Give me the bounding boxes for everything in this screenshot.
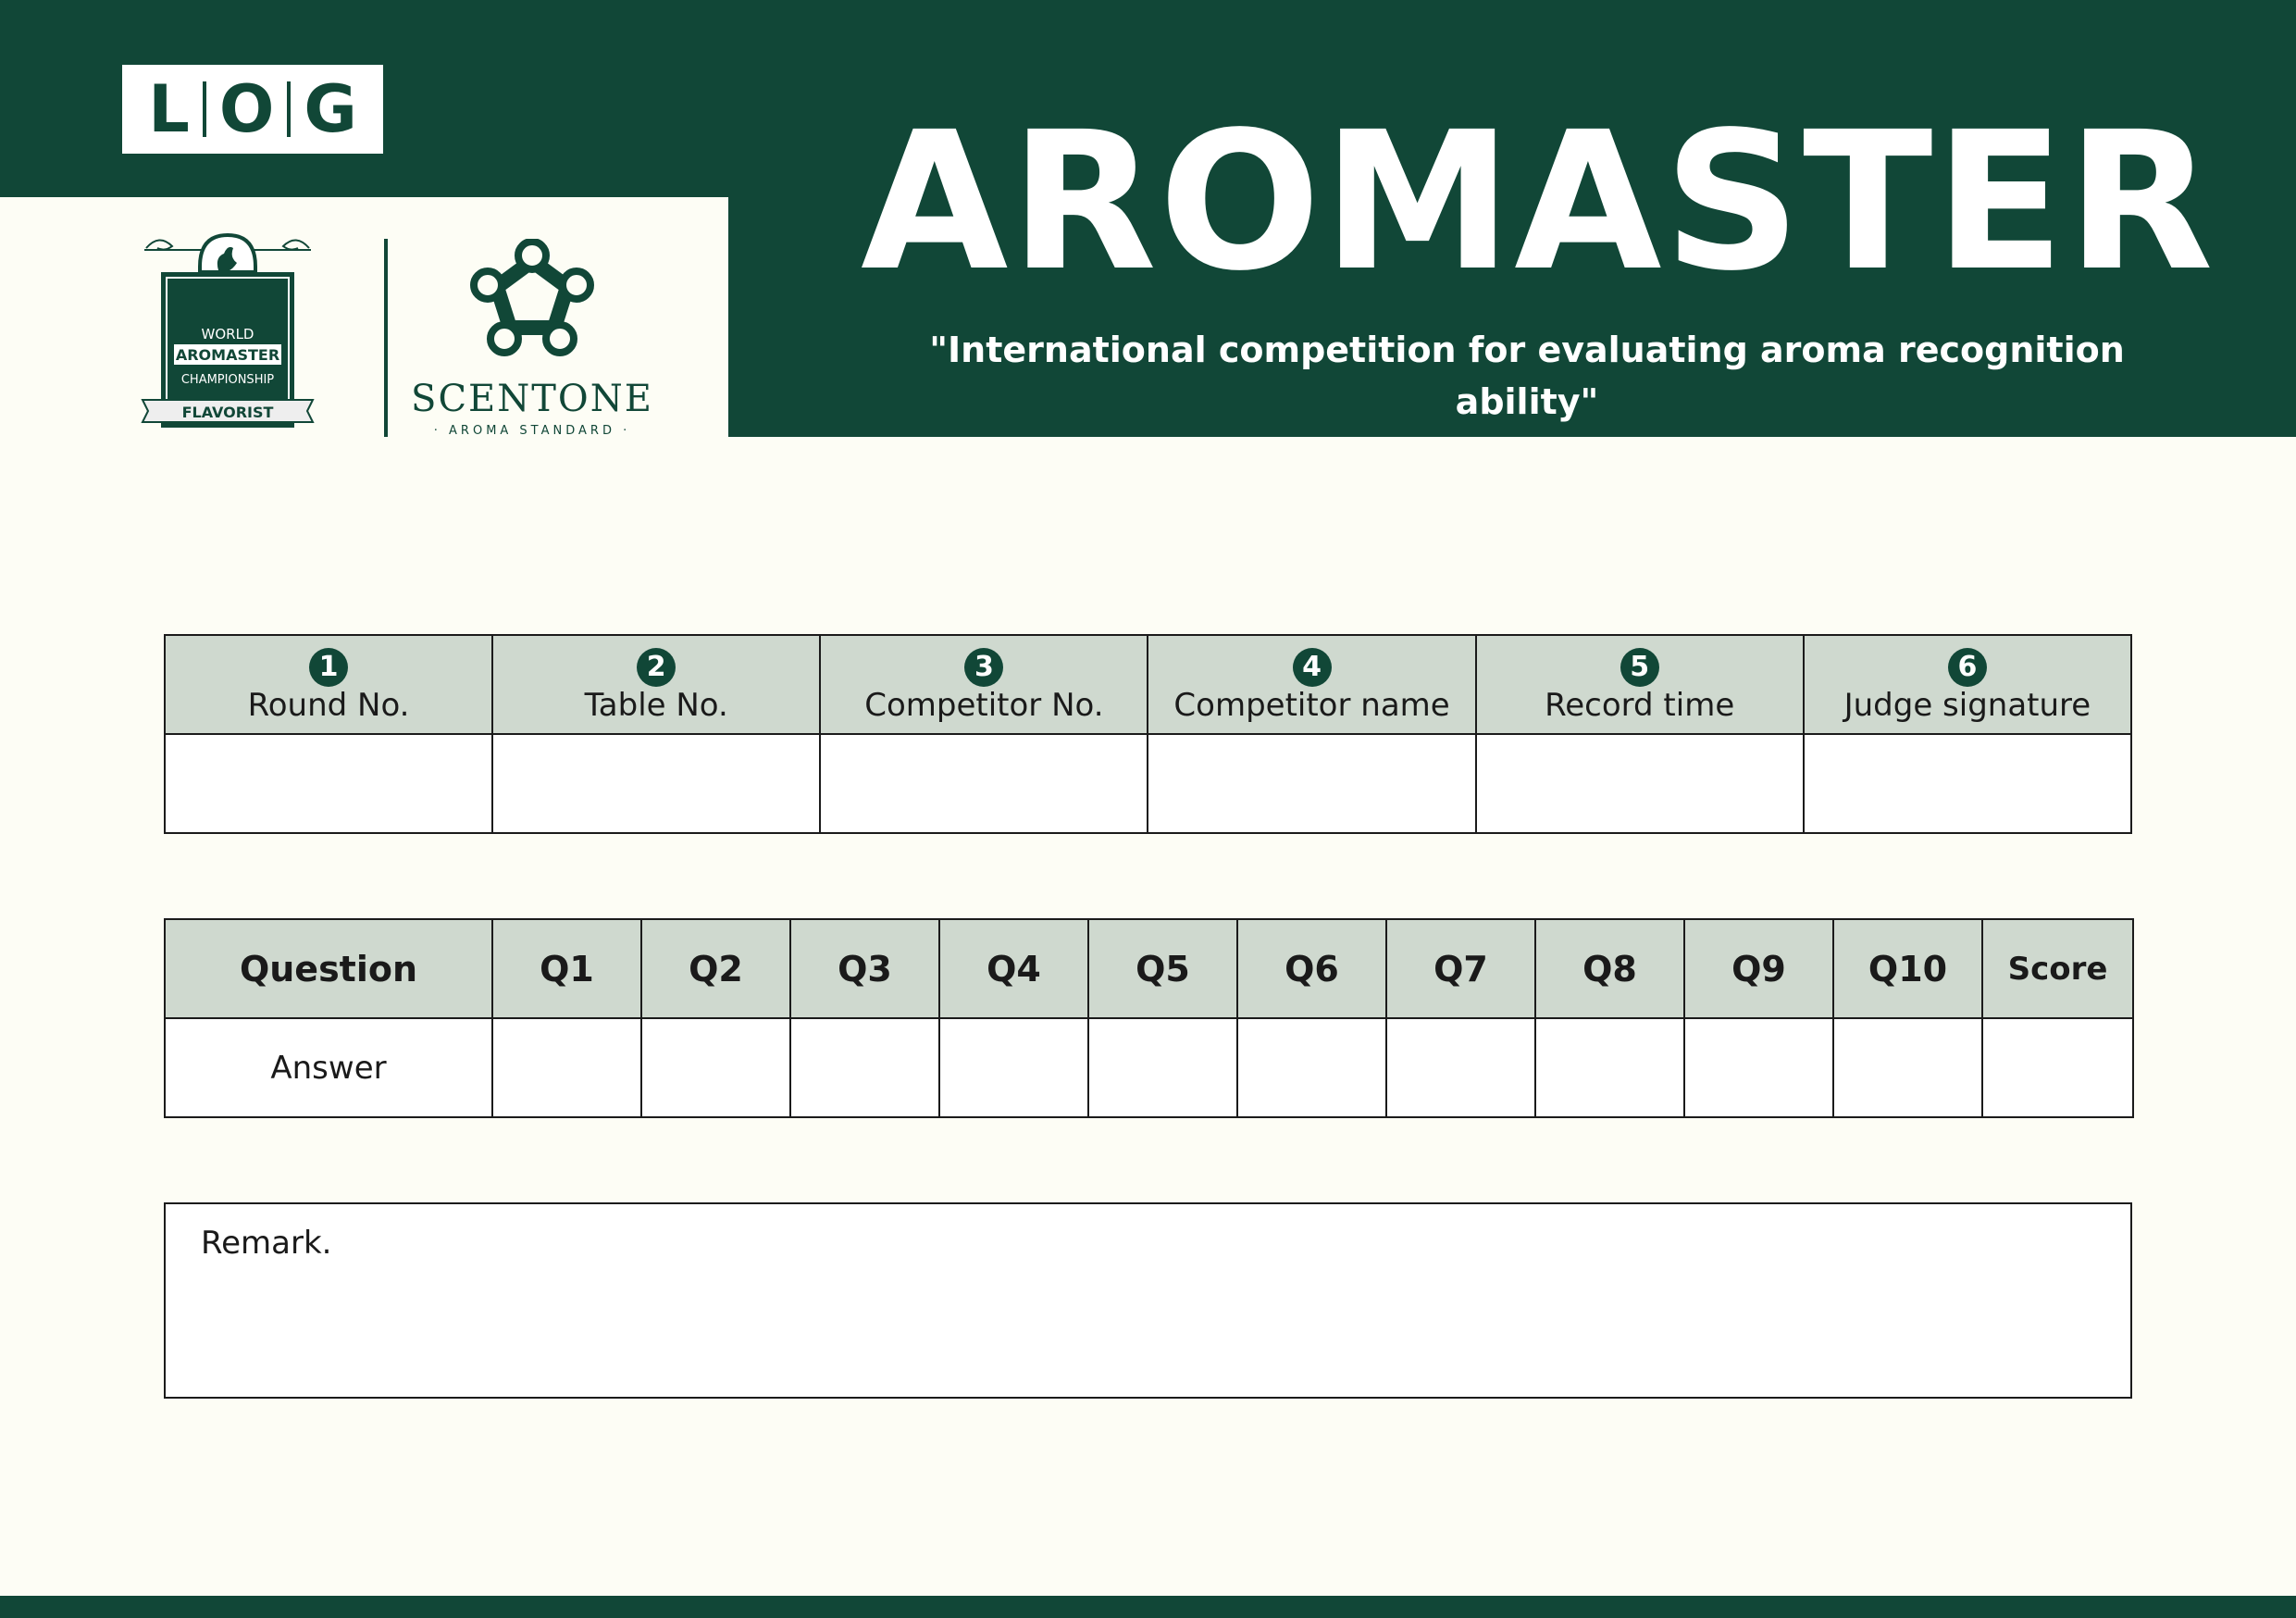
question-header: Q8 — [1535, 919, 1684, 1018]
info-entry-row — [165, 734, 2131, 833]
score-cell[interactable] — [1982, 1018, 2133, 1117]
answer-cell[interactable] — [1237, 1018, 1386, 1117]
question-header: Q9 — [1684, 919, 1833, 1018]
competitor-no-field[interactable] — [820, 734, 1148, 833]
answer-cell[interactable] — [1088, 1018, 1237, 1117]
badge-line3: CHAMPIONSHIP — [180, 373, 275, 387]
info-header-label: Record time — [1545, 686, 1735, 724]
scentone-molecule-icon — [467, 239, 597, 361]
info-header-table — [492, 635, 820, 734]
page-title: AROMASTER — [861, 91, 2215, 313]
log-letter-l: L — [148, 71, 190, 147]
question-row — [165, 919, 2133, 1018]
badge-ribbon: FLAVORIST — [181, 404, 274, 421]
info-header-competitor-name — [1148, 635, 1475, 734]
question-header: Q5 — [1088, 919, 1237, 1018]
number-badge: 5 — [1620, 648, 1659, 687]
answer-cell[interactable] — [1684, 1018, 1833, 1117]
scentone-tagline: · AROMA STANDARD · — [433, 424, 631, 438]
question-label: Question — [165, 919, 492, 1018]
question-header: Q4 — [939, 919, 1088, 1018]
info-header-record-time — [1476, 635, 1804, 734]
badge-line1: WORLD — [201, 326, 254, 342]
number-badge: 2 — [637, 648, 676, 687]
remark-field[interactable] — [164, 1202, 2132, 1399]
info-header-label: Competitor name — [1173, 686, 1450, 724]
info-header-label: Judge signature — [1843, 686, 2091, 724]
footer-band — [0, 1596, 2296, 1618]
world-aromaster-championship-badge — [141, 230, 315, 441]
question-header: Q1 — [492, 919, 641, 1018]
log-letter-g: G — [304, 71, 357, 147]
remark-label: Remark. — [201, 1225, 332, 1262]
answer-cell[interactable] — [1386, 1018, 1535, 1117]
info-header-label: Table No. — [584, 686, 728, 724]
info-header-competitor-no — [820, 635, 1148, 734]
number-badge: 3 — [964, 648, 1003, 687]
badge-line2: AROMASTER — [175, 346, 280, 364]
answer-cell[interactable] — [1535, 1018, 1684, 1117]
round-no-field[interactable] — [165, 734, 492, 833]
answer-label: Answer — [165, 1018, 492, 1117]
score-header: Score — [1982, 919, 2133, 1018]
logo-divider — [384, 239, 388, 437]
competitor-info-table — [164, 634, 2132, 834]
info-header-round — [165, 635, 492, 734]
info-header-label: Competitor No. — [864, 686, 1104, 724]
table-no-field[interactable] — [492, 734, 820, 833]
number-badge: 4 — [1293, 648, 1332, 687]
judge-signature-field[interactable] — [1804, 734, 2131, 833]
answer-cell[interactable] — [1833, 1018, 1982, 1117]
record-time-field[interactable] — [1476, 734, 1804, 833]
answer-cell[interactable] — [790, 1018, 939, 1117]
log-separator — [287, 81, 291, 137]
answer-row — [165, 1018, 2133, 1117]
question-header: Q3 — [790, 919, 939, 1018]
answer-cell[interactable] — [939, 1018, 1088, 1117]
log-separator — [203, 81, 206, 137]
number-badge: 6 — [1948, 648, 1987, 687]
competitor-name-field[interactable] — [1148, 734, 1475, 833]
answer-cell[interactable] — [492, 1018, 641, 1117]
log-logo — [122, 65, 383, 154]
question-header: Q10 — [1833, 919, 1982, 1018]
number-badge: 1 — [309, 648, 348, 687]
info-header-judge-signature — [1804, 635, 2131, 734]
info-header-row — [165, 635, 2131, 734]
question-header: Q6 — [1237, 919, 1386, 1018]
question-header: Q2 — [641, 919, 790, 1018]
question-header: Q7 — [1386, 919, 1535, 1018]
info-header-label: Round No. — [247, 686, 410, 724]
log-letter-o: O — [218, 71, 275, 147]
page-subtitle: "International competition for evaluating aroma recognition ability" — [929, 330, 2125, 422]
answer-table — [164, 918, 2134, 1118]
answer-cell[interactable] — [641, 1018, 790, 1117]
scentone-name: SCENTONE — [411, 378, 653, 420]
